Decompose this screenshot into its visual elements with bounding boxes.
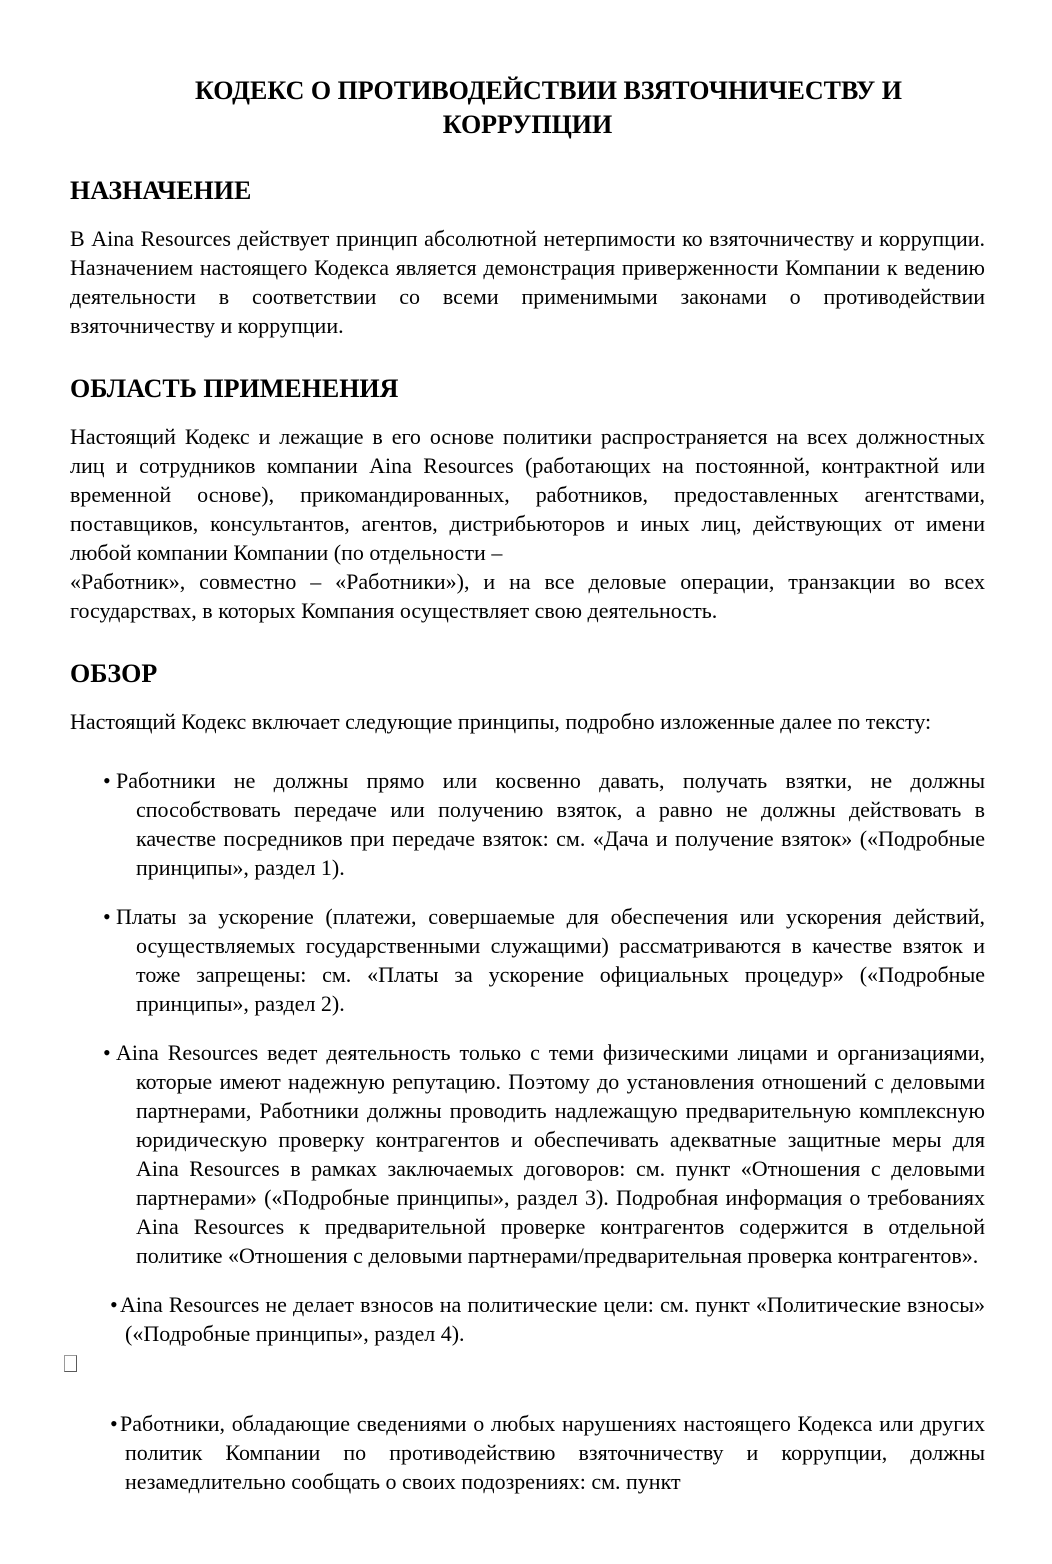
bullet-marker-icon: • [103,904,111,929]
bullet-marker-icon: • [110,1292,118,1317]
overview-bullet-1-text: Работники не должны прямо или косвенно давать, получать взятки, не должны способствовать передаче или получению взяток, а равно не должны действовать в качестве посредников при передаче взяток: см. «Дача и получение взяток» («Подробные принципы», раздел 1). [116,768,985,880]
overview-bullet-1 [103,766,985,882]
section-scope [70,372,985,625]
bullet-marker-icon: • [103,768,111,793]
missing-glyph-box-icon [64,1355,77,1372]
document-title: КОДЕКС О ПРОТИВОДЕЙСТВИИ ВЗЯТОЧНИЧЕСТВУ И КОРРУПЦИИ [195,76,902,139]
overview-bullet-5 [110,1409,985,1496]
purpose-paragraph: В Aina Resources действует принцип абсолютной нетерпимости ко взяточничеству и коррупции. Назначением настоящего Кодекса является демонстрация приверженности Компании к ведению деятельности в соответствии со всеми применимыми законами о противодействии взяточничеству и коррупции. [70,226,985,338]
overview-bullet-4 [110,1290,985,1348]
overview-bullet-5-text: Работники, обладающие сведениями о любых нарушениях настоящего Кодекса или других политик Компании по противодействию взяточничеству и коррупции, должны незамедлительно сообщать о своих подозрениях: см. пункт [120,1411,985,1494]
purpose-heading: НАЗНАЧЕНИЕ [70,176,252,205]
overview-heading: ОБЗОР [70,659,158,688]
section-purpose [70,174,985,340]
overview-bullet-3 [103,1038,985,1270]
overview-bullet-2 [103,902,985,1018]
scope-heading: ОБЛАСТЬ ПРИМЕНЕНИЯ [70,374,399,403]
bullet-marker-icon: • [110,1411,118,1436]
overview-bullet-3-text: Aina Resources ведет деятельность только с теми физическими лицами и организациями, которые имеют надежную репутацию. Поэтому до установления отношений с деловыми партнерами, Работники должны проводить надлежащую предварительную комплексную юридическую проверку контрагентов и обеспечивать адекватные защитные меры для Aina Resources в рамках заключаемых договоров: см. пункт «Отношения с деловыми партнерами» («Подробные принципы», раздел 3). Подробная информация о требованиях Aina Resources к предварительной проверке контрагентов содержится в отдельной политике «Отношения с деловыми партнерами/предварительная проверка контрагентов». [116,1040,985,1268]
overview-bullet-2-text: Платы за ускорение (платежи, совершаемые для обеспечения или ускорения действий, осуществляемых государственными служащими) рассматриваются в качестве взяток и тоже запрещены: см. «Платы за ускорение официальных процедур» («Подробные принципы», раздел 2). [116,904,985,1016]
overview-intro-paragraph: Настоящий Кодекс включает следующие принципы, подробно изложенные далее по тексту: [70,709,932,734]
section-overview [70,657,985,1496]
overview-bullet-4-text: Aina Resources не делает взносов на политические цели: см. пункт «Политические взносы» («Подробные принципы», раздел 4). [120,1292,985,1346]
missing-character-line [64,1348,985,1377]
scope-paragraph-part-2: «Работник», совместно – «Работники»), и на все деловые операции, транзакции во всех государствах, в которых Компания осуществляет свою деятельность. [70,569,985,623]
bullet-marker-icon: • [103,1040,111,1065]
scope-paragraph-part-1: Настоящий Кодекс и лежащие в его основе политики распространяется на всех должностных лиц и сотрудников компании Aina Resources (работающих на постоянной, контрактной или временной основе), прикомандированных, работников, предоставленных агентствами, поставщиков, консультантов, агентов, дистрибьюторов и иных лиц, действующих от имени любой компании Компании (по отдельности – [70,424,985,565]
